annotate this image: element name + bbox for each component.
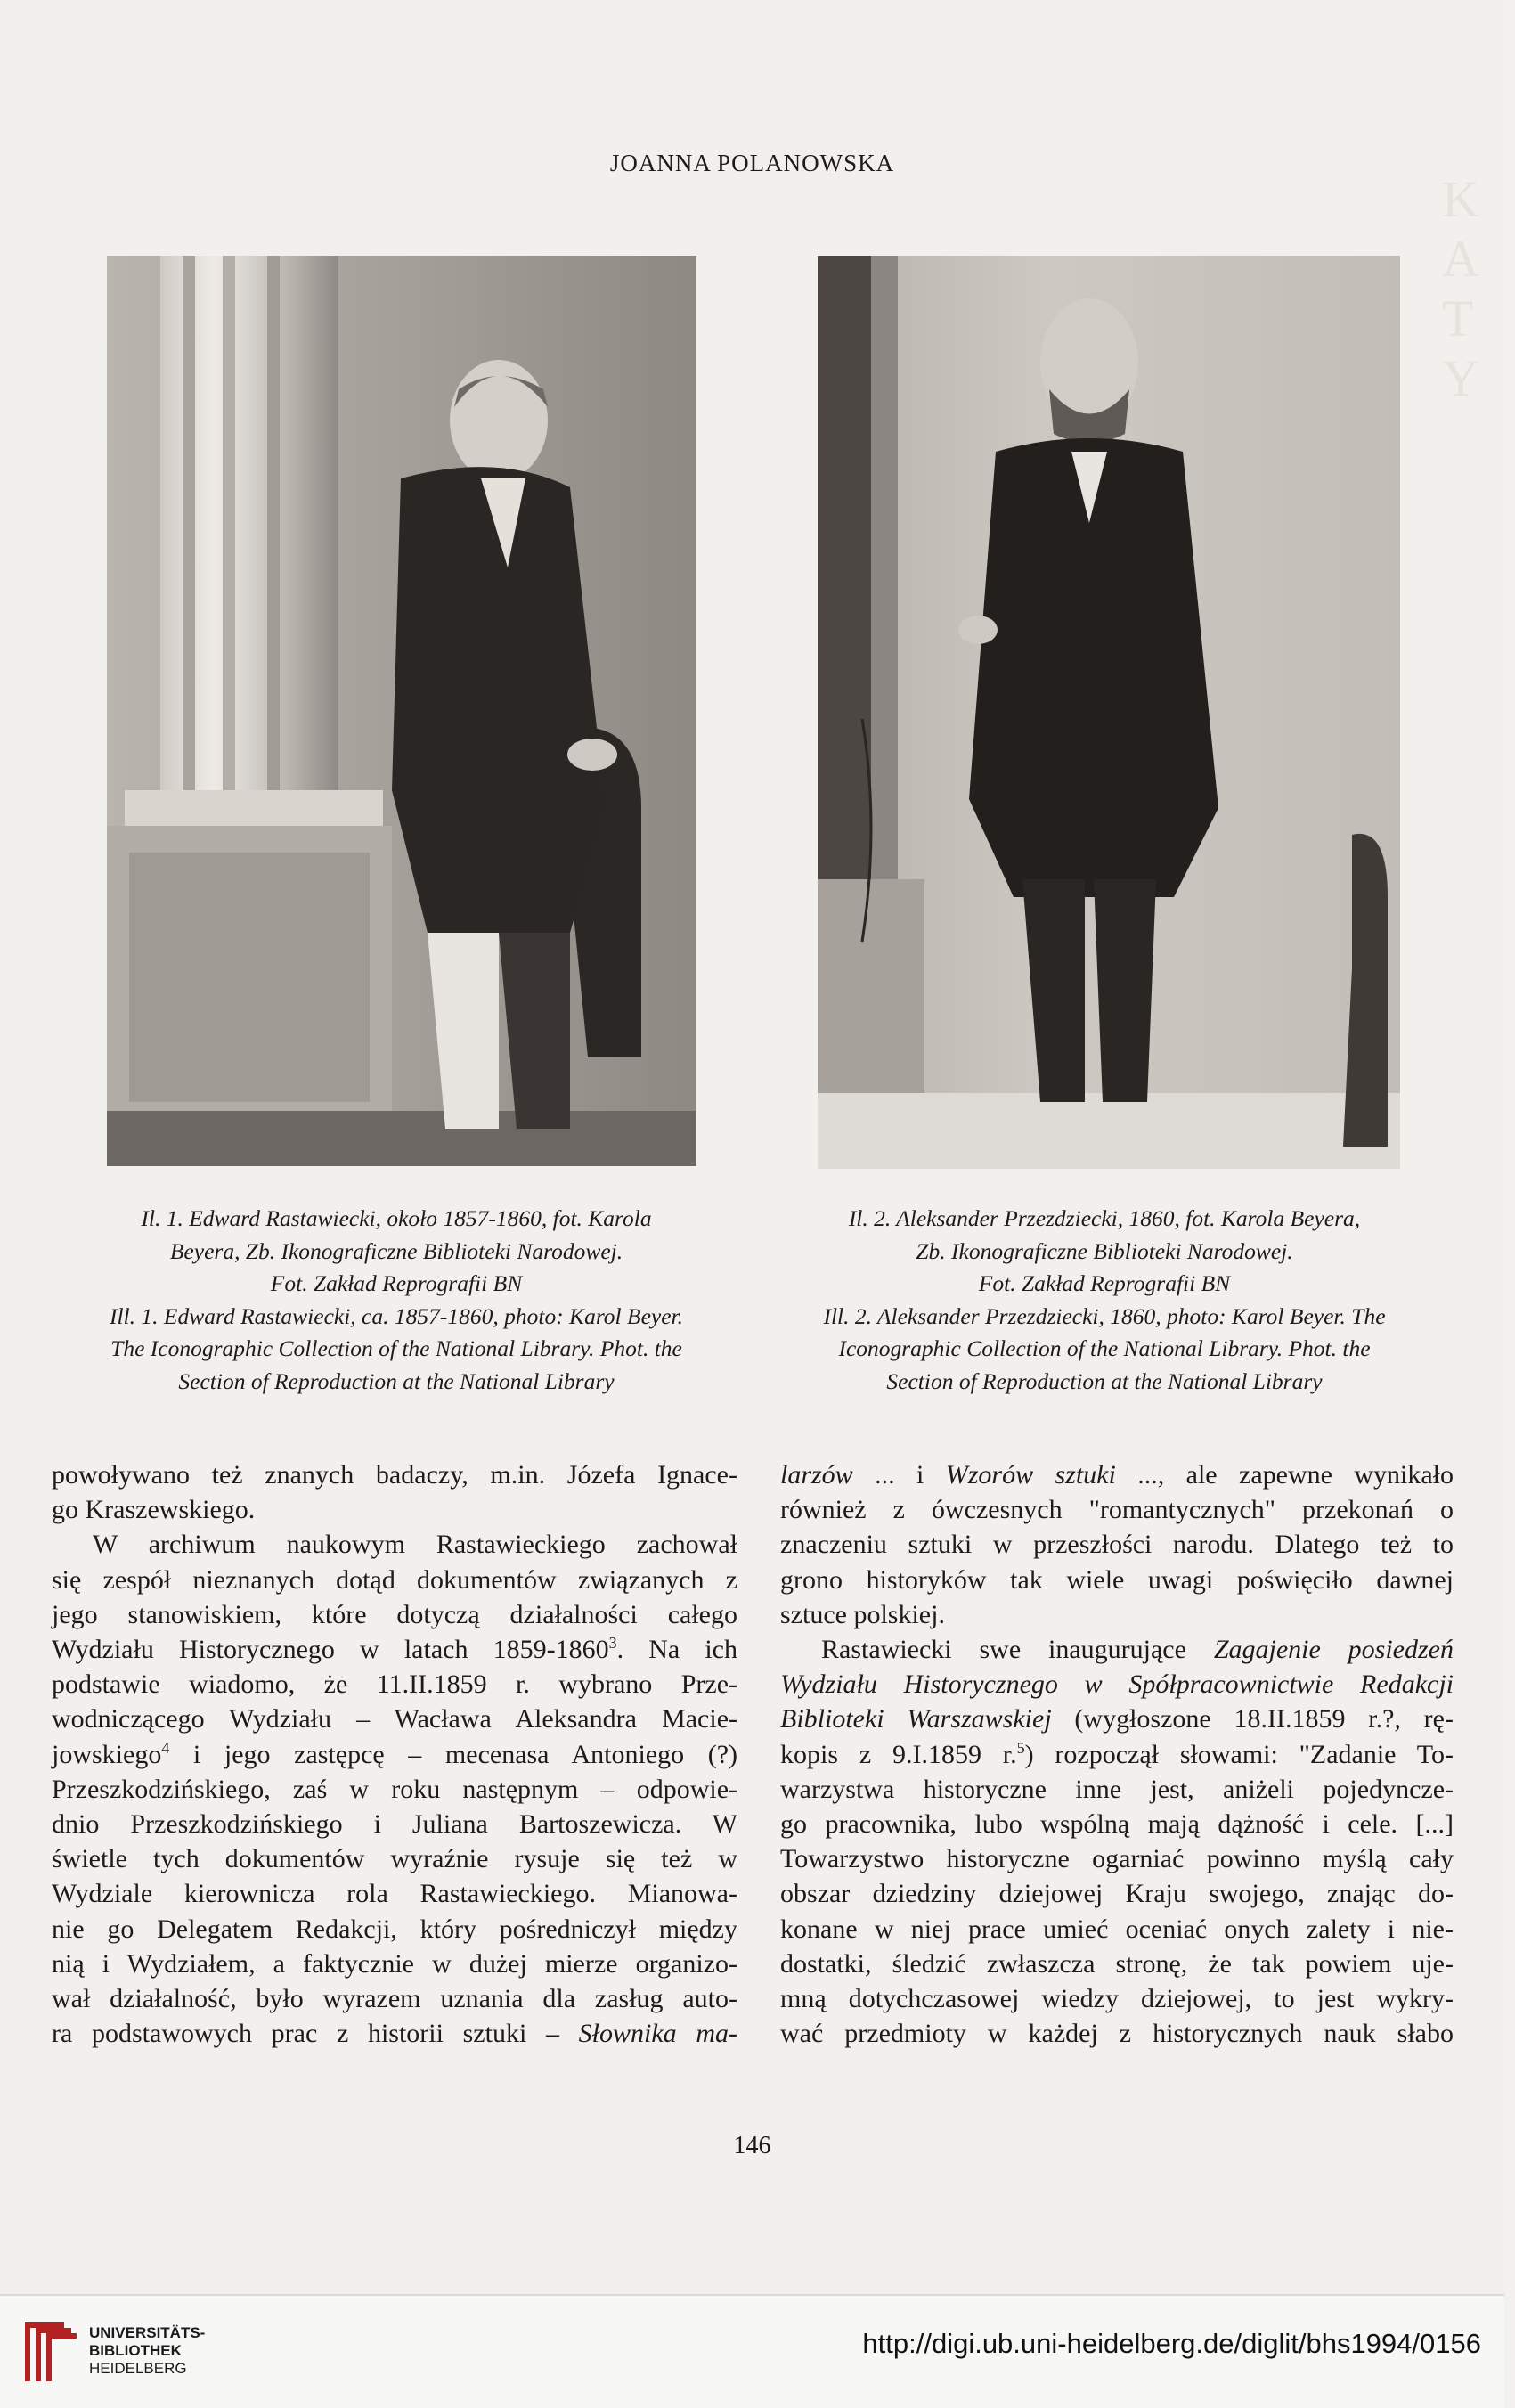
caption-line: Iconographic Collection of the National Library. Phot. the [838, 1335, 1371, 1361]
text-line: Przeszkodzińskiego, zaś w roku następnym – odpowie- [52, 1774, 737, 1804]
caption-line: Ill. 1. Edward Rastawiecki, ca. 1857-1860, photo: Karol Beyer. [109, 1302, 684, 1329]
text-line: świetle tych dokumentów wyraźnie rysuje się też w [52, 1844, 737, 1874]
text-line: sztuce polskiej. [780, 1599, 945, 1629]
text-line [780, 1737, 1454, 1772]
text-line [52, 1632, 737, 1667]
digitization-footer [0, 2294, 1504, 2408]
portrait-photo-przezdziecki [818, 256, 1400, 1169]
text-line: konane w niej prace umieć oceniać onych zalety i nie- [780, 1914, 1454, 1944]
text-line [780, 1457, 1454, 1492]
caption-line: Il. 1. Edward Rastawiecki, około 1857-1860, fot. Karola [141, 1205, 652, 1231]
portrait-photo-rastawiecki [107, 256, 696, 1166]
caption-line: Fot. Zakład Reprografii BN [978, 1270, 1231, 1296]
caption-line: Fot. Zakład Reprografii BN [270, 1270, 523, 1296]
text-line: go pracownika, lubo wspólną mają dążność i cele. [...] [780, 1809, 1454, 1840]
caption-line: Section of Reproduction at the National Library [886, 1367, 1323, 1394]
source-url-link[interactable]: http://digi.ub.uni-heidelberg.de/diglit/bhs1994/0156 [862, 2328, 1481, 2359]
library-name-line: BIBLIOTHEK [89, 2342, 182, 2359]
italic-title: Zagajenie posiedzeń [1213, 1635, 1454, 1665]
figure-caption-2 [793, 1203, 1416, 1398]
caption-line: Section of Reproduction at the National Library [178, 1367, 615, 1394]
text-line: mną dotychczasowej wiedzy dziejowej, to jest wykry- [780, 1984, 1454, 2014]
italic-title: Biblioteki Warszawskiej [780, 1704, 1052, 1735]
text-line: wał działalność, było wyrazem uznania dla zasług auto- [52, 1984, 737, 2014]
footnote-ref-5: 5 [1016, 1738, 1025, 1757]
text-line: dostatki, śledzić zwłaszcza stronę, że tak powiem uje- [780, 1948, 1454, 1979]
text-line: W archiwum naukowym Rastawieckiego zachował [93, 1530, 737, 1560]
text-line: go Kraszewskiego. [52, 1495, 256, 1525]
text-line: wać przedmioty w każdej z historycznych nauk słabo [780, 2019, 1454, 2049]
library-name [89, 2324, 205, 2378]
text-line [780, 1667, 1454, 1702]
footnote-ref-3: 3 [608, 1634, 617, 1653]
body-column-right [780, 1457, 1454, 2051]
italic-title: larzów [780, 1460, 853, 1490]
portrait-illustration-1 [107, 256, 696, 1166]
text-line: wodniczącego Wydziału – Wacława Aleksandra Macie- [52, 1704, 737, 1735]
text-line: Wydziale kierownicza rola Rastawieckiego. Mianowa- [52, 1879, 737, 1909]
italic-title: Słownika ma- [578, 2019, 737, 2049]
text-line: grono historyków tak wiele uwagi poświęciło dawnej [780, 1564, 1454, 1595]
figure-caption-1 [89, 1203, 704, 1398]
text-line: Towarzystwo historyczne ogarniać powinno myślą cały [780, 1844, 1454, 1874]
text-line: warzystwa historyczne inne jest, aniżeli pojedyncze- [780, 1774, 1454, 1804]
ub-heidelberg-logo-icon [20, 2315, 82, 2387]
text-line [52, 2016, 737, 2051]
text-segment: jowskiego [52, 1739, 162, 1769]
text-line: dnio Przeszkodzińskiego i Juliana Bartoszewicza. W [52, 1809, 737, 1840]
text-line: obszar dziedziny dziejowej Kraju swojego, znając do- [780, 1879, 1454, 1909]
text-line: również z ówczesnych "romantycznych" przekonań o [780, 1495, 1454, 1525]
text-line: nią i Wydziałem, a faktycznie w dużej mierze organizo- [52, 1948, 737, 1979]
text-segment: . Na ich [616, 1635, 737, 1665]
library-name-line: HEIDELBERG [89, 2360, 187, 2377]
text-segment: i jego zastępcę – mecenasa Antoniego (?) [169, 1739, 737, 1769]
caption-line: Ill. 2. Aleksander Przezdziecki, 1860, photo: Karol Beyer. The [823, 1302, 1386, 1329]
caption-line: Beyera, Zb. Ikonograficzne Biblioteki Narodowej. [169, 1237, 623, 1264]
text-line [52, 1737, 737, 1772]
text-line [780, 1702, 1454, 1736]
caption-line: Zb. Ikonograficzne Biblioteki Narodowej. [916, 1237, 1293, 1264]
text-segment: Wydziału Historycznego w latach 1859-1860 [52, 1635, 609, 1665]
text-line: znaczeniu sztuki w przeszłości narodu. Dlatego też to [780, 1530, 1454, 1560]
portrait-illustration-2 [818, 256, 1400, 1169]
text-segment: ) rozpoczął słowami: "Zadanie To- [1024, 1739, 1454, 1769]
italic-title: Wzorów sztuki [945, 1460, 1116, 1490]
body-column-left [52, 1457, 737, 2051]
running-header: JOANNA POLANOWSKA [609, 150, 895, 176]
text-line [780, 1632, 1454, 1667]
text-line: nie go Delegatem Redakcji, który pośredniczył między [52, 1914, 737, 1944]
caption-line: Il. 2. Aleksander Przezdziecki, 1860, fot. Karola Beyera, [848, 1205, 1361, 1231]
text-segment: ... i [852, 1460, 946, 1490]
page-number: 146 [733, 2132, 771, 2159]
text-segment: (wygłoszone 18.II.1859 r.?, rę- [1051, 1704, 1454, 1735]
text-line: powoływano też znanych badaczy, m.in. Józefa Ignace- [52, 1460, 737, 1490]
text-segment: Rastawiecki swe inaugurujące [821, 1635, 1214, 1665]
caption-line: The Iconographic Collection of the National Library. Phot. the [110, 1335, 682, 1361]
footnote-ref-4: 4 [161, 1738, 170, 1757]
text-line: podstawie wiadomo, że 11.II.1859 r. wybrano Prze- [52, 1669, 737, 1700]
text-segment: ra podstawowych prac z historii sztuki – [52, 2019, 579, 2049]
library-name-line: UNIVERSITÄTS- [89, 2324, 206, 2341]
text-line: się zespół nieznanych dotąd dokumentów związanych z [52, 1564, 737, 1595]
text-segment: kopis z 9.I.1859 r. [780, 1739, 1017, 1769]
text-segment: ..., ale zapewne wynikało [1115, 1460, 1454, 1490]
italic-title: Wydziału Historycznego w Spółpracownictwie Redakcji [780, 1669, 1454, 1700]
text-line: jego stanowiskiem, które dotyczą działalności całego [52, 1599, 737, 1629]
bleed-through-decoration: K A T Y [1442, 170, 1515, 407]
